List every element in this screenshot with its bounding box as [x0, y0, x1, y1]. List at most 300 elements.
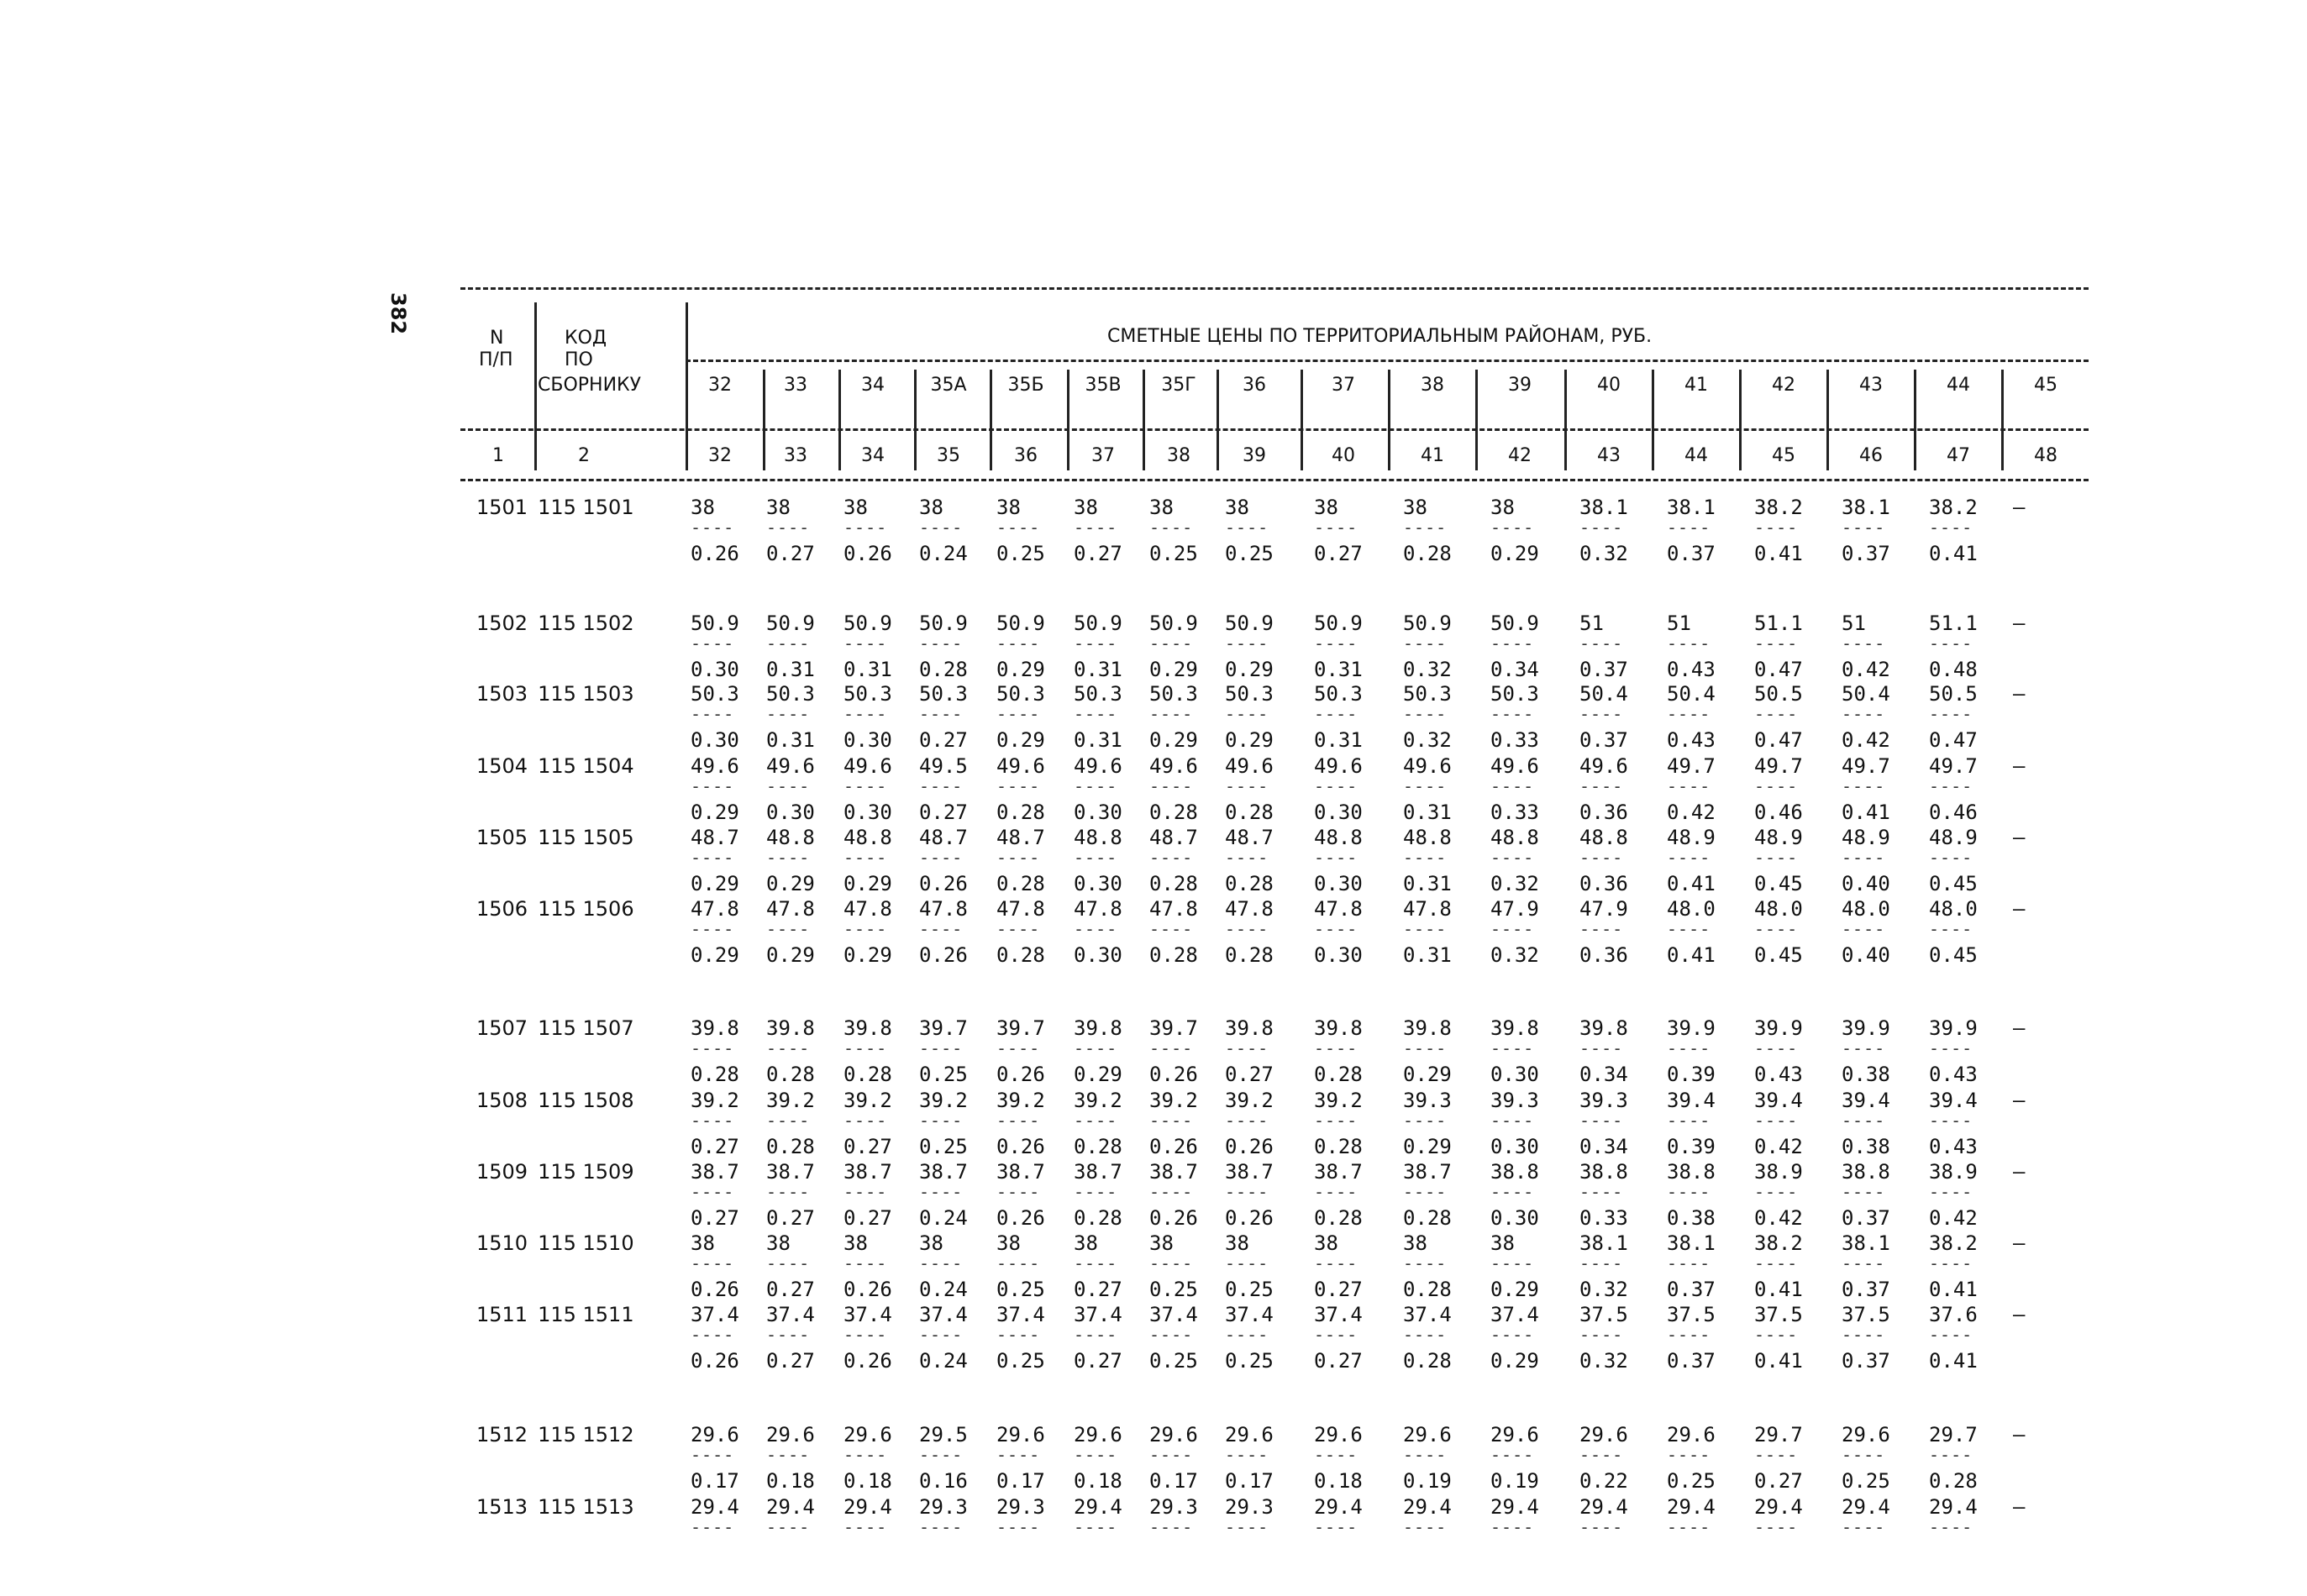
row-number: 1512	[476, 1423, 528, 1446]
fraction-bar: ----	[843, 1325, 888, 1345]
labor-value: 0.28	[996, 801, 1045, 824]
fraction-bar: ----	[1403, 517, 1448, 538]
fraction-bar: ----	[1579, 1110, 1624, 1131]
fraction-bar: ----	[691, 1253, 735, 1273]
district-45-dash: –	[2013, 1495, 2026, 1519]
labor-value: 0.31	[1074, 728, 1122, 752]
fraction-bar: ----	[919, 1325, 964, 1345]
district-header: 44	[1947, 375, 1970, 396]
price-value: 49.6	[996, 754, 1045, 778]
price-value: 29.4	[843, 1495, 892, 1519]
fraction-bar: ----	[1074, 776, 1118, 796]
labor-value: 0.27	[766, 1206, 815, 1230]
header-divider	[1301, 370, 1303, 470]
fraction-bar: ----	[766, 1038, 811, 1058]
fraction-bar: ----	[1074, 1517, 1118, 1537]
price-value: 39.8	[1225, 1016, 1274, 1040]
labor-value: 0.41	[1929, 1349, 1978, 1373]
price-value: 48.7	[996, 826, 1045, 849]
labor-value: 0.37	[1579, 658, 1628, 681]
labor-value: 0.37	[1842, 1349, 1890, 1373]
fraction-bar: ----	[843, 1445, 888, 1465]
price-value: 38	[1225, 1231, 1249, 1255]
price-value: 48.9	[1754, 826, 1803, 849]
price-value: 29.4	[1842, 1495, 1890, 1519]
fraction-bar: ----	[1225, 848, 1269, 868]
district-45-dash: –	[2013, 897, 2026, 921]
price-value: 47.8	[766, 897, 815, 921]
fraction-bar: ----	[1490, 1253, 1535, 1273]
row-code: 115 1502	[538, 612, 634, 635]
price-value: 49.7	[1842, 754, 1890, 778]
price-value: 50.3	[843, 682, 892, 706]
fraction-bar: ----	[1579, 776, 1624, 796]
price-value: 29.3	[919, 1495, 968, 1519]
fraction-bar: ----	[1225, 1325, 1269, 1345]
labor-value: 0.29	[843, 943, 892, 967]
fraction-bar: ----	[843, 517, 888, 538]
price-value: 38	[1490, 1231, 1515, 1255]
fraction-bar: ----	[766, 1517, 811, 1537]
fraction-bar: ----	[996, 1445, 1041, 1465]
labor-value: 0.30	[691, 658, 739, 681]
row-code: 115 1507	[538, 1016, 634, 1040]
fraction-bar: ----	[1579, 1445, 1624, 1465]
district-header: 34	[861, 375, 885, 396]
fraction-bar: ----	[1403, 633, 1448, 654]
labor-value: 0.25	[996, 542, 1045, 565]
header-title: СМЕТНЫЕ ЦЕНЫ ПО ТЕРРИТОРИАЛЬНЫМ РАЙОНАМ, РУБ.	[1107, 326, 1653, 347]
price-value: 29.3	[1149, 1495, 1198, 1519]
fraction-bar: ----	[1314, 1253, 1358, 1273]
price-value: 29.3	[1225, 1495, 1274, 1519]
fraction-bar: ----	[1490, 517, 1535, 538]
labor-value: 0.30	[1490, 1135, 1539, 1158]
labor-value: 0.30	[1074, 801, 1122, 824]
price-value: 50.9	[919, 612, 968, 635]
fraction-bar: ----	[766, 1325, 811, 1345]
price-value: 29.6	[1149, 1423, 1198, 1446]
price-value: 29.6	[1842, 1423, 1890, 1446]
price-value: 49.5	[919, 754, 968, 778]
labor-value: 0.30	[1314, 943, 1363, 967]
price-value: 39.2	[691, 1089, 739, 1112]
labor-value: 0.27	[843, 1206, 892, 1230]
fraction-bar: ----	[691, 633, 735, 654]
fraction-bar: ----	[1403, 1445, 1448, 1465]
labor-value: 0.30	[1314, 801, 1363, 824]
fraction-bar: ----	[1074, 517, 1118, 538]
fraction-bar: ----	[1490, 633, 1535, 654]
labor-value: 0.18	[1314, 1469, 1363, 1493]
labor-value: 0.45	[1754, 872, 1803, 895]
price-value: 39.8	[1403, 1016, 1452, 1040]
fraction-bar: ----	[996, 517, 1041, 538]
price-value: 39.8	[691, 1016, 739, 1040]
fraction-bar: ----	[1842, 1253, 1886, 1273]
labor-value: 0.29	[1490, 542, 1539, 565]
price-value: 39.9	[1929, 1016, 1978, 1040]
price-value: 49.7	[1667, 754, 1716, 778]
fraction-bar: ----	[996, 848, 1041, 868]
price-value: 38.1	[1667, 1231, 1716, 1255]
fraction-bar: ----	[1929, 1325, 1973, 1345]
labor-value: 0.43	[1667, 658, 1716, 681]
price-value: 50.5	[1754, 682, 1803, 706]
labor-value: 0.28	[1929, 1469, 1978, 1493]
price-value: 38	[1403, 1231, 1427, 1255]
fraction-bar: ----	[1149, 517, 1194, 538]
header-divider	[1914, 370, 1916, 470]
price-value: 50.9	[996, 612, 1045, 635]
header-col-code3: СБОРНИКУ	[538, 375, 642, 396]
price-value: 48.8	[766, 826, 815, 849]
labor-value: 0.25	[919, 1135, 968, 1158]
price-value: 37.4	[1074, 1303, 1122, 1326]
labor-value: 0.37	[1667, 1278, 1716, 1301]
price-value: 38.7	[1149, 1160, 1198, 1184]
price-value: 38.2	[1929, 496, 1978, 519]
labor-value: 0.17	[1225, 1469, 1274, 1493]
price-value: 38	[919, 1231, 943, 1255]
price-value: 39.2	[1149, 1089, 1198, 1112]
column-number: 43	[1597, 445, 1621, 466]
labor-value: 0.25	[1225, 1349, 1274, 1373]
labor-value: 0.26	[1149, 1063, 1198, 1086]
labor-value: 0.26	[919, 872, 968, 895]
fraction-bar: ----	[1754, 919, 1799, 939]
labor-value: 0.32	[1490, 872, 1539, 895]
price-value: 29.6	[996, 1423, 1045, 1446]
labor-value: 0.30	[843, 728, 892, 752]
row-number-and-code	[476, 612, 634, 635]
fraction-bar: ----	[1490, 848, 1535, 868]
labor-value: 0.26	[996, 1135, 1045, 1158]
price-value: 38	[1074, 1231, 1098, 1255]
column-number: 48	[2034, 445, 2057, 466]
fraction-bar: ----	[1314, 704, 1358, 724]
labor-value: 0.28	[766, 1063, 815, 1086]
district-header: 41	[1684, 375, 1708, 396]
price-value: 51.1	[1754, 612, 1803, 635]
labor-value: 0.28	[1403, 1278, 1452, 1301]
price-value: 51.1	[1929, 612, 1978, 635]
price-value: 38	[1074, 496, 1098, 519]
price-value: 48.7	[919, 826, 968, 849]
fraction-bar: ----	[1754, 1110, 1799, 1131]
labor-value: 0.27	[1314, 1349, 1363, 1373]
fraction-bar: ----	[919, 1038, 964, 1058]
price-value: 29.4	[691, 1495, 739, 1519]
price-value: 48.0	[1667, 897, 1716, 921]
fraction-bar: ----	[1314, 1517, 1358, 1537]
price-value: 39.3	[1579, 1089, 1628, 1112]
row-number: 1507	[476, 1016, 528, 1040]
price-value: 50.4	[1667, 682, 1716, 706]
price-value: 48.7	[1225, 826, 1274, 849]
fraction-bar: ----	[1754, 633, 1799, 654]
fraction-bar: ----	[843, 919, 888, 939]
price-value: 38	[766, 496, 791, 519]
fraction-bar: ----	[919, 517, 964, 538]
district-45-dash: –	[2013, 1231, 2026, 1255]
fraction-bar: ----	[1667, 848, 1711, 868]
price-value: 39.8	[766, 1016, 815, 1040]
row-number-and-code	[476, 1303, 634, 1326]
fraction-bar: ----	[996, 704, 1041, 724]
labor-value: 0.16	[919, 1469, 968, 1493]
price-value: 39.2	[843, 1089, 892, 1112]
price-value: 51	[1579, 612, 1604, 635]
fraction-bar: ----	[1074, 1445, 1118, 1465]
fraction-bar: ----	[1929, 1445, 1973, 1465]
fraction-bar: ----	[1149, 919, 1194, 939]
fraction-bar: ----	[843, 1517, 888, 1537]
price-value: 51	[1667, 612, 1691, 635]
price-value: 50.3	[1490, 682, 1539, 706]
price-value: 49.6	[1074, 754, 1122, 778]
price-value: 29.4	[766, 1495, 815, 1519]
fraction-bar: ----	[1842, 1517, 1886, 1537]
price-value: 29.4	[1754, 1495, 1803, 1519]
labor-value: 0.31	[1403, 943, 1452, 967]
row-number: 1502	[476, 612, 528, 635]
price-value: 38.7	[1314, 1160, 1363, 1184]
fraction-bar: ----	[766, 1110, 811, 1131]
fraction-bar: ----	[1314, 1038, 1358, 1058]
row-code: 115 1503	[538, 682, 634, 706]
fraction-bar: ----	[1667, 1253, 1711, 1273]
labor-value: 0.40	[1842, 943, 1890, 967]
fraction-bar: ----	[1403, 1182, 1448, 1202]
price-value: 47.9	[1579, 897, 1628, 921]
labor-value: 0.27	[1074, 1278, 1122, 1301]
fraction-bar: ----	[766, 776, 811, 796]
fraction-bar: ----	[996, 1038, 1041, 1058]
labor-value: 0.28	[1225, 943, 1274, 967]
price-value: 48.0	[1754, 897, 1803, 921]
row-code: 115 1508	[538, 1089, 634, 1112]
labor-value: 0.25	[1225, 542, 1274, 565]
labor-value: 0.26	[691, 1278, 739, 1301]
fraction-bar: ----	[996, 633, 1041, 654]
price-value: 38.7	[691, 1160, 739, 1184]
price-value: 38.7	[996, 1160, 1045, 1184]
labor-value: 0.26	[996, 1063, 1045, 1086]
fraction-bar: ----	[1929, 1517, 1973, 1537]
labor-value: 0.28	[1403, 1206, 1452, 1230]
fraction-bar: ----	[919, 1110, 964, 1131]
fraction-bar: ----	[766, 919, 811, 939]
price-value: 38.7	[919, 1160, 968, 1184]
fraction-bar: ----	[1403, 848, 1448, 868]
row-code: 115 1510	[538, 1231, 634, 1255]
header-divider	[1652, 370, 1654, 470]
header-divider	[1067, 370, 1069, 470]
price-value: 38.1	[1579, 1231, 1628, 1255]
labor-value: 0.24	[919, 1349, 968, 1373]
labor-value: 0.28	[919, 658, 968, 681]
fraction-bar: ----	[1754, 776, 1799, 796]
fraction-bar: ----	[1074, 704, 1118, 724]
fraction-bar: ----	[1754, 1182, 1799, 1202]
price-value: 29.6	[1403, 1423, 1452, 1446]
labor-value: 0.27	[766, 542, 815, 565]
labor-value: 0.34	[1490, 658, 1539, 681]
labor-value: 0.48	[1929, 658, 1978, 681]
fraction-bar: ----	[1490, 1445, 1535, 1465]
fraction-bar: ----	[1074, 1038, 1118, 1058]
price-value: 37.4	[1149, 1303, 1198, 1326]
row-number: 1506	[476, 897, 528, 921]
district-header: 37	[1332, 375, 1355, 396]
price-value: 49.6	[1149, 754, 1198, 778]
labor-value: 0.45	[1754, 943, 1803, 967]
price-value: 38	[1225, 496, 1249, 519]
labor-value: 0.28	[1403, 1349, 1452, 1373]
district-45-dash: –	[2013, 826, 2026, 849]
price-value: 38.1	[1667, 496, 1716, 519]
price-value: 38.8	[1579, 1160, 1628, 1184]
row-number-and-code	[476, 826, 634, 849]
fraction-bar: ----	[766, 1445, 811, 1465]
labor-value: 0.26	[843, 1349, 892, 1373]
labor-value: 0.24	[919, 1206, 968, 1230]
price-value: 39.9	[1842, 1016, 1890, 1040]
price-value: 29.4	[1667, 1495, 1716, 1519]
fraction-bar: ----	[996, 1253, 1041, 1273]
fraction-bar: ----	[1754, 1325, 1799, 1345]
district-header: 45	[2034, 375, 2057, 396]
fraction-bar: ----	[843, 1110, 888, 1131]
labor-value: 0.30	[1314, 872, 1363, 895]
labor-value: 0.37	[1842, 542, 1890, 565]
fraction-bar: ----	[1842, 704, 1886, 724]
fraction-bar: ----	[1929, 1182, 1973, 1202]
fraction-bar: ----	[1225, 1038, 1269, 1058]
price-value: 39.2	[766, 1089, 815, 1112]
labor-value: 0.26	[843, 542, 892, 565]
price-value: 48.9	[1929, 826, 1978, 849]
labor-value: 0.43	[1754, 1063, 1803, 1086]
labor-value: 0.29	[1403, 1063, 1452, 1086]
labor-value: 0.29	[1149, 658, 1198, 681]
labor-value: 0.27	[1314, 542, 1363, 565]
labor-value: 0.42	[1842, 728, 1890, 752]
header-divider	[1475, 370, 1478, 470]
fraction-bar: ----	[1754, 1445, 1799, 1465]
row-number: 1504	[476, 754, 528, 778]
fraction-bar: ----	[691, 517, 735, 538]
price-value: 48.8	[1074, 826, 1122, 849]
fraction-bar: ----	[1149, 633, 1194, 654]
district-45-dash: –	[2013, 1303, 2026, 1326]
price-value: 50.3	[1314, 682, 1363, 706]
labor-value: 0.45	[1929, 943, 1978, 967]
fraction-bar: ----	[691, 1182, 735, 1202]
labor-value: 0.28	[1314, 1063, 1363, 1086]
fraction-bar: ----	[691, 704, 735, 724]
price-value: 49.6	[691, 754, 739, 778]
labor-value: 0.32	[1579, 1349, 1628, 1373]
price-value: 29.4	[1314, 1495, 1363, 1519]
labor-value: 0.42	[1929, 1206, 1978, 1230]
price-value: 39.8	[1314, 1016, 1363, 1040]
labor-value: 0.39	[1667, 1135, 1716, 1158]
fraction-bar: ----	[1842, 1182, 1886, 1202]
row-number-and-code	[476, 1089, 634, 1112]
fraction-bar: ----	[1490, 1517, 1535, 1537]
labor-value: 0.33	[1490, 801, 1539, 824]
price-value: 50.3	[1074, 682, 1122, 706]
labor-value: 0.28	[1074, 1206, 1122, 1230]
price-value: 50.3	[766, 682, 815, 706]
price-value: 29.4	[1579, 1495, 1628, 1519]
price-value: 48.8	[1403, 826, 1452, 849]
labor-value: 0.27	[843, 1135, 892, 1158]
header-col-n2: П/П	[479, 349, 513, 370]
price-value: 47.8	[691, 897, 739, 921]
fraction-bar: ----	[1074, 1325, 1118, 1345]
fraction-bar: ----	[766, 704, 811, 724]
labor-value: 0.29	[1225, 658, 1274, 681]
price-value: 39.9	[1754, 1016, 1803, 1040]
price-value: 39.8	[843, 1016, 892, 1040]
price-value: 29.5	[919, 1423, 968, 1446]
price-value: 37.6	[1929, 1303, 1978, 1326]
price-value: 38.8	[1667, 1160, 1716, 1184]
price-value: 39.4	[1667, 1089, 1716, 1112]
fraction-bar: ----	[1579, 704, 1624, 724]
row-number-and-code	[476, 754, 634, 778]
price-value: 48.8	[1314, 826, 1363, 849]
price-value: 49.7	[1754, 754, 1803, 778]
row-number: 1501	[476, 496, 528, 519]
labor-value: 0.25	[1149, 542, 1198, 565]
fraction-bar: ----	[919, 633, 964, 654]
fraction-bar: ----	[1403, 1253, 1448, 1273]
labor-value: 0.41	[1929, 1278, 1978, 1301]
price-value: 29.6	[843, 1423, 892, 1446]
fraction-bar: ----	[1490, 1038, 1535, 1058]
labor-value: 0.26	[1149, 1206, 1198, 1230]
price-value: 39.3	[1490, 1089, 1539, 1112]
fraction-bar: ----	[1842, 517, 1886, 538]
labor-value: 0.29	[691, 943, 739, 967]
fraction-bar: ----	[1314, 1445, 1358, 1465]
labor-value: 0.24	[919, 542, 968, 565]
fraction-bar: ----	[1225, 1110, 1269, 1131]
labor-value: 0.30	[843, 801, 892, 824]
labor-value: 0.18	[843, 1469, 892, 1493]
labor-value: 0.26	[691, 1349, 739, 1373]
price-value: 29.6	[1074, 1423, 1122, 1446]
fraction-bar: ----	[1225, 1253, 1269, 1273]
row-number-and-code	[476, 496, 634, 519]
labor-value: 0.28	[1149, 872, 1198, 895]
price-value: 50.9	[1490, 612, 1539, 635]
fraction-bar: ----	[1667, 919, 1711, 939]
header-divider	[1564, 370, 1567, 470]
labor-value: 0.25	[1842, 1469, 1890, 1493]
labor-value: 0.41	[1667, 872, 1716, 895]
colnum-bottom-rule	[460, 479, 2089, 481]
column-number: 41	[1421, 445, 1444, 466]
labor-value: 0.29	[766, 872, 815, 895]
fraction-bar: ----	[691, 1445, 735, 1465]
price-value: 50.3	[1149, 682, 1198, 706]
fraction-bar: ----	[1667, 1182, 1711, 1202]
